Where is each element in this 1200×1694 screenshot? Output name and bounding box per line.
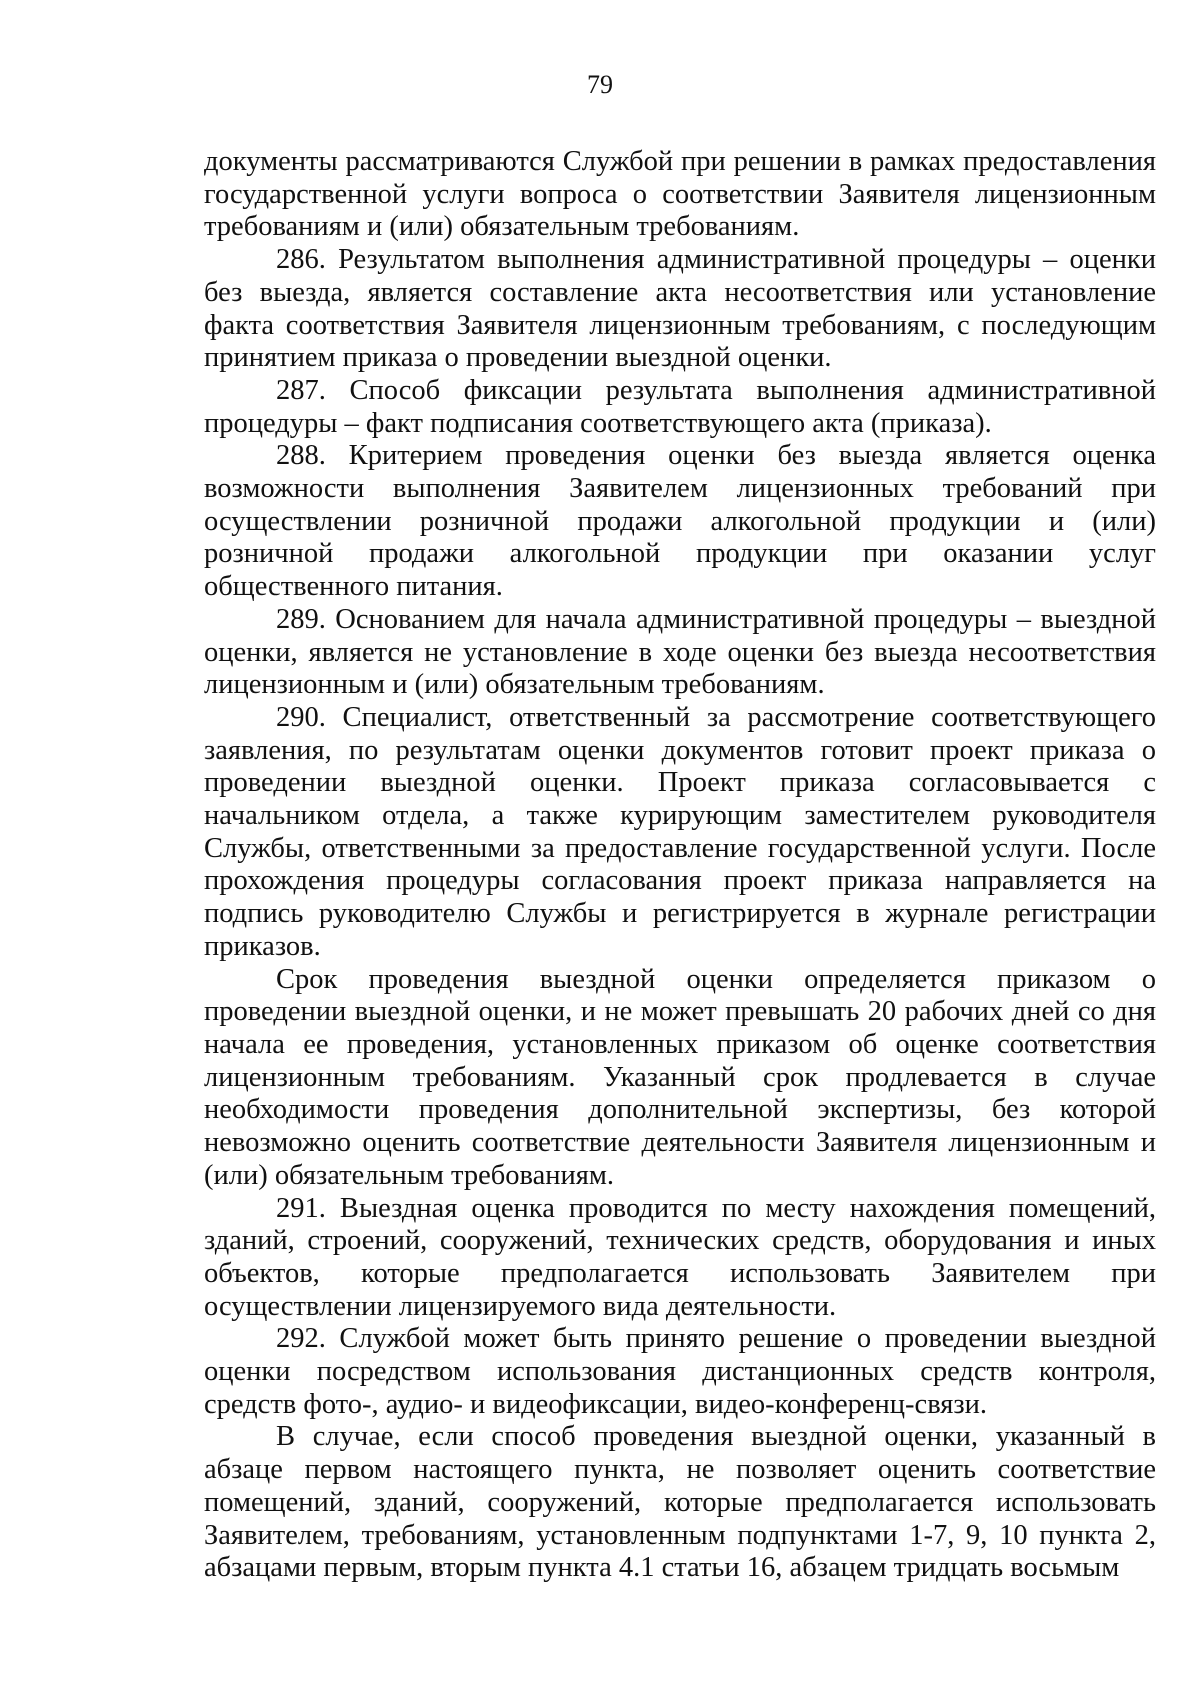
page-number: 79 bbox=[587, 70, 613, 99]
paragraph-292: 292. Службой может быть принято решение о проведении выездной оценки посредством использования дистанционных средств контроля, средств фото-, аудио- и видеофиксации, видео-конференц-связи. bbox=[204, 1323, 1156, 1420]
paragraph-290: 290. Специалист, ответственный за рассмотрение соответствующего заявления, по результатам оценки документов готовит проект приказа о проведении выездной оценки. Проект приказа согласовывается с начальником отдела, а также курирующим заместителем руководителя Службы, ответственными за предоставление государственной услуги. После прохождения процедуры согласования проект приказа направляется на подпись руководителю Службы и регистрируется в журнале регистрации приказов. bbox=[204, 701, 1156, 962]
paragraph-290-term: Срок проведения выездной оценки определяется приказом о проведении выездной оценки, и не может превышать 20 рабочих дней со дня начала ее проведения, установленных приказом об оценке соответствия лицензионным требованиям. Указанный срок продлевается в случае необходимости проведения дополнительной экспертизы, без которой невозможно оценить соответствие деятельности Заявителя лицензионным и (или) обязательным требованиям. bbox=[204, 963, 1156, 1191]
paragraph-287: 287. Способ фиксации результата выполнения административной процедуры – факт подписания соответствующего акта (приказа). bbox=[204, 374, 1156, 439]
paragraph-291: 291. Выездная оценка проводится по месту нахождения помещений, зданий, строений, сооружений, технических средств, оборудования и иных объектов, которые предполагается использовать Заявителем при осуществлении лицензируемого вида деятельности. bbox=[204, 1192, 1156, 1322]
paragraph-286: 286. Результатом выполнения административной процедуры – оценки без выезда, является составление акта несоответствия или установление факта соответствия Заявителя лицензионным требованиям, с последующим принятием приказа о проведении выездной оценки. bbox=[204, 244, 1156, 374]
paragraph-continuation: документы рассматриваются Службой при решении в рамках предоставления государственной услуги вопроса о соответствии Заявителя лицензионным требованиям и (или) обязательным требованиям. bbox=[204, 146, 1156, 243]
document-body bbox=[204, 146, 1156, 1585]
paragraph-292-case: В случае, если способ проведения выездной оценки, указанный в абзаце первом настоящего пункта, не позволяет оценить соответствие помещений, зданий, сооружений, которые предполагается использовать Заявителем, требованиям, установленным подпунктами 1-7, 9, 10 пункта 2, абзацами первым, вторым пункта 4.1 статьи 16, абзацем тридцать восьмым bbox=[204, 1421, 1156, 1584]
paragraph-289: 289. Основанием для начала административной процедуры – выездной оценки, является не установление в ходе оценки без выезда несоответствия лицензионным и (или) обязательным требованиям. bbox=[204, 603, 1156, 701]
paragraph-288: 288. Критерием проведения оценки без выезда является оценка возможности выполнения Заявителем лицензионных требований при осуществлении розничной продажи алкогольной продукции и (или) розничной продажи алкогольной продукции при оказании услуг общественного питания. bbox=[204, 440, 1156, 603]
